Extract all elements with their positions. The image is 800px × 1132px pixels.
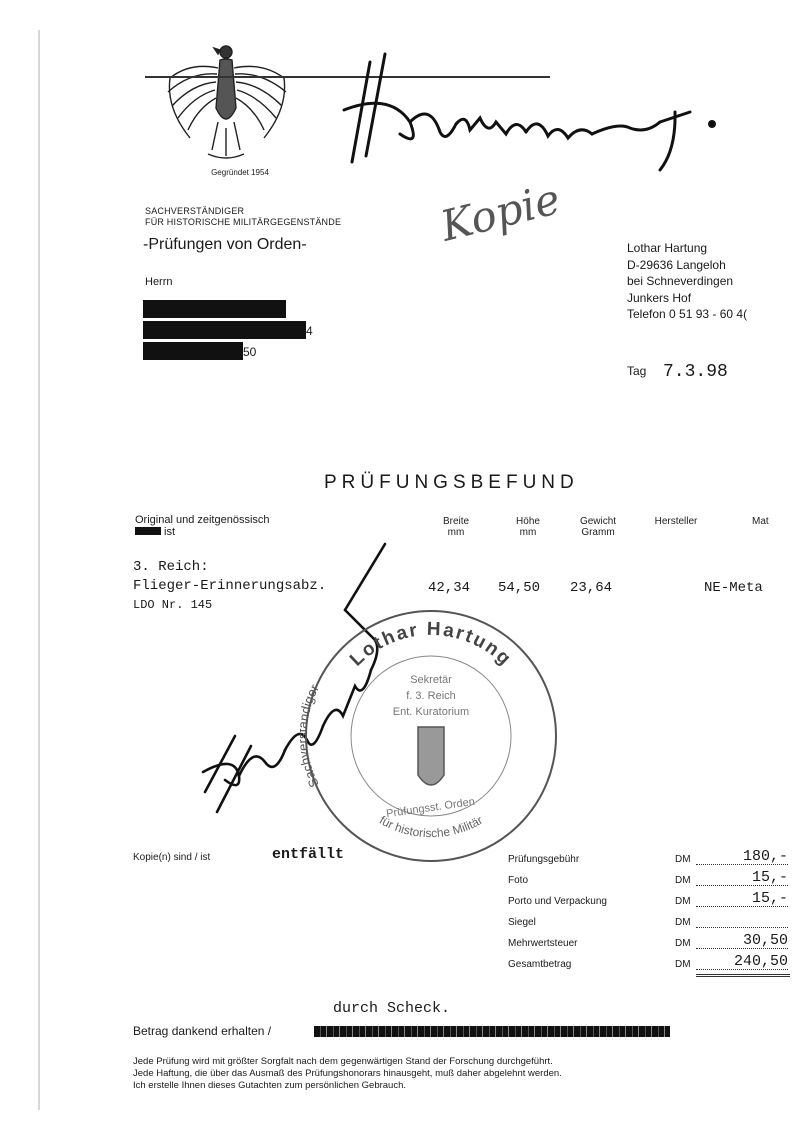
footer-disclaimer (133, 1056, 753, 1092)
total-underline (696, 974, 790, 977)
payment-received-label: Betrag dankend erhalten / (133, 1024, 272, 1038)
stamp-center-3: Ent. Kuratorium (392, 706, 470, 718)
stamp-ring-left: Sac iger (300, 681, 322, 790)
col-original-suffix: ist (164, 526, 175, 538)
fee-label: Porto und Verpackung (508, 896, 607, 907)
stamp-shield-icon (418, 727, 444, 785)
item-line-3: LDO Nr. 145 (133, 598, 213, 612)
payment-method: durch Scheck. (333, 1000, 451, 1017)
redacted-recipient-line-3 (143, 342, 243, 360)
fee-currency: DM (675, 959, 691, 970)
item-hoehe: 54,50 (498, 580, 541, 596)
fee-currency: DM (675, 938, 691, 949)
fee-currency: DM (675, 917, 691, 928)
service-text: -Prüfungen von Orden- (143, 236, 307, 253)
sender-address-2: bei Schneverdingen (627, 274, 734, 288)
fee-label: Foto (508, 875, 529, 886)
col-original (135, 514, 270, 538)
footer-line-3: Ich erstelle Ihnen dieses Gutachten zum persönlichen Gebrauch. (133, 1080, 407, 1091)
redacted-recipient-line-1 (143, 300, 286, 318)
item-line-1: 3. Reich: (133, 559, 209, 575)
sender-name: Lothar Hartung (627, 241, 708, 255)
letterhead-title-2: FÜR HISTORISCHE MILITÄRGEGENSTÄNDE (145, 217, 342, 227)
fee-amount: 240,50 (733, 953, 788, 970)
copies-value: entfällt (272, 846, 345, 863)
fee-label: Gesamtbetrag (508, 959, 572, 970)
eagle-emblem (160, 38, 295, 168)
item-line-2: Flieger-Erinnerungsabz. (133, 578, 327, 594)
fee-label: Siegel (508, 917, 536, 928)
fees-table (508, 848, 790, 978)
copies-label: Kopie(n) sind / ist (133, 852, 211, 863)
document-heading: PRÜFUNGSBEFUND (324, 472, 579, 493)
recipient-line-3-suffix: 50 (243, 345, 257, 359)
kopie-note: Kopie (435, 174, 565, 251)
fee-currency: DM (675, 896, 691, 907)
date-value: 7.3.98 (663, 362, 728, 382)
item-breite: 42,34 (428, 580, 471, 596)
stamp-center-4: Prüfungsst. Orden (385, 795, 476, 821)
col-hoehe: Höhe mm (516, 516, 540, 538)
recipient-salutation: Herrn (145, 276, 173, 288)
stamp-center-2: f. 3. Reich (406, 690, 456, 702)
sender-address-3: Junkers Hof (627, 290, 692, 305)
col-original-label: Original und zeitgenössisch (135, 514, 270, 526)
fee-label: Prüfungsgebühr (508, 854, 580, 865)
fee-amount: 180,- (742, 848, 788, 865)
redacted-payment-note (314, 1026, 670, 1037)
signature-large (330, 52, 730, 172)
svg-text:Sachverständiger (300, 681, 322, 790)
col-gewicht: Gewicht Gramm (579, 516, 617, 538)
col-material: Mat (752, 516, 769, 527)
scan-edge (38, 30, 40, 1110)
fee-row (508, 848, 790, 873)
item-gewicht: 23,64 (570, 580, 613, 596)
fee-label: Mehrwertsteuer (508, 938, 578, 949)
redacted-recipient-line-2 (143, 321, 306, 339)
fee-amount: 30,50 (742, 932, 788, 949)
official-stamp (300, 605, 562, 867)
letterhead-title-1: SACHVERSTÄNDIGER (145, 206, 245, 216)
sender-phone: Telefon 0 51 93 - 60 4( (627, 307, 748, 321)
footer-line-2: Jede Haftung, die über das Ausmaß des Prüfungshonorars hinausgeht, muß daher abgelehnt werden. (133, 1068, 562, 1079)
col-original-sub (135, 526, 270, 538)
stamp-ring-bottom: für historische Militär (377, 813, 485, 841)
fee-currency: DM (675, 875, 691, 886)
col-breite: Breite mm (442, 516, 470, 538)
fee-row (508, 953, 790, 978)
fee-row (508, 869, 790, 894)
item-material: NE-Meta (704, 580, 763, 596)
fee-amount: 15,- (751, 890, 788, 907)
footer-line-1: Jede Prüfung wird mit größter Sorgfalt nach dem gegenwärtigen Stand der Forschung durchgeführt. (133, 1056, 553, 1067)
sender-address-1: D-29636 Langeloh (627, 257, 726, 272)
fee-row (508, 890, 790, 915)
stamp-ring-top: Lothar Hartung (346, 618, 516, 671)
fee-currency: DM (675, 854, 691, 865)
stamp-center-1: Sekretär (410, 674, 452, 686)
founded-text: Gegründet 1954 (211, 168, 269, 177)
col-hersteller: Hersteller (654, 516, 698, 527)
fee-amount: 15,- (751, 869, 788, 886)
sender-block (627, 240, 747, 323)
recipient-line-2-suffix: 4 (306, 324, 313, 338)
date-label: Tag (627, 364, 647, 378)
